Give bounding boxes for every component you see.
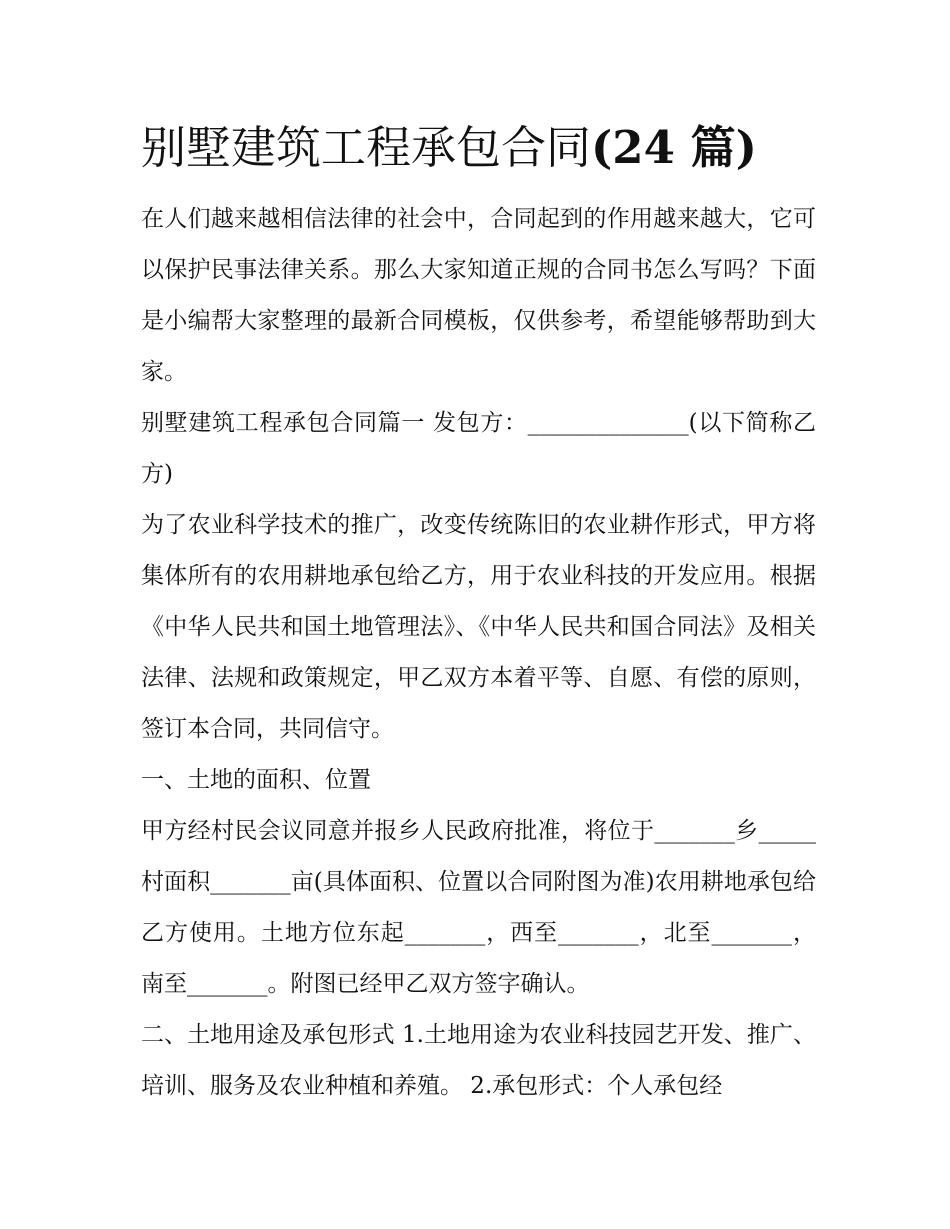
land-use-paragraph: 二、土地用途及承包形式 1.土地用途为农业科技园艺开发、推广、培训、服务及农业种植和养殖。 2.承包形式：个人承包经 <box>141 1022 816 1099</box>
title-suffix: (24 篇) <box>591 121 757 174</box>
section-heading-contract-one: 别墅建筑工程承包合同篇一 发包方：______________(以下简称乙方) <box>141 410 816 487</box>
title-main: 别墅建筑工程承包合同 <box>141 121 592 174</box>
land-location-paragraph: 甲方经村民会议同意并报乡人民政府批准，将位于_______乡_____村面积_______亩(具体面积、位置以合同附图为准)农用耕地承包给乙方使用。土地方位东起_______，西至_______，北至_______，南至_______。附图已经甲乙双方签字确认。 <box>141 818 816 997</box>
document-title <box>141 112 816 184</box>
document-page <box>141 112 816 1112</box>
intro-paragraph: 在人们越来越相信法律的社会中，合同起到的作用越来越大，它可以保护民事法律关系。那么大家知道正规的合同书怎么写吗？下面是小编帮大家整理的最新合同模板，仅供参考，希望能够帮助到大家。 <box>141 206 816 385</box>
clause-heading-land-area: 一、土地的面积、位置 <box>141 767 371 793</box>
purpose-paragraph: 为了农业科学技术的推广，改变传统陈旧的农业耕作形式，甲方将集体所有的农用耕地承包给乙方，用于农业科技的开发应用。根据《中华人民共和国土地管理法》、《中华人民共和国合同法》及相关法律、法规和政策规定，甲乙双方本着平等、自愿、有偿的原则，签订本合同，共同信守。 <box>141 512 816 742</box>
